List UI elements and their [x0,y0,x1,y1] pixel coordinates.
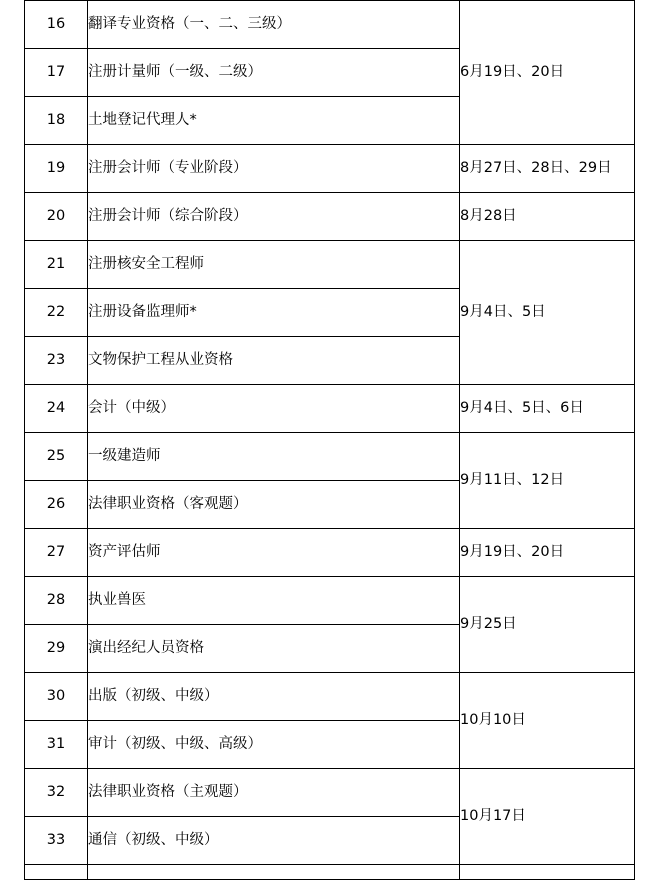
exam-name: 通信（初级、中级） [88,817,460,865]
row-number: 29 [25,625,88,673]
exam-name: 注册会计师（综合阶段） [88,193,460,241]
row-number: 31 [25,721,88,769]
table-row [25,673,635,721]
exam-name: 一级建造师 [88,433,460,481]
exam-name: 注册核安全工程师 [88,241,460,289]
row-number: 27 [25,529,88,577]
exam-name: 文物保护工程从业资格 [88,337,460,385]
row-number: 32 [25,769,88,817]
table-row [25,433,635,481]
exam-name: 会计（中级） [88,385,460,433]
exam-date: 10月17日 [460,769,635,865]
exam-name: 资产评估师 [88,529,460,577]
row-number: 33 [25,817,88,865]
exam-name: 注册设备监理师* [88,289,460,337]
table-row [25,145,635,193]
exam-date: 9月4日、5日 [460,241,635,385]
row-number: 17 [25,49,88,97]
table-row [25,241,635,289]
exam-schedule-table [24,0,635,880]
exam-name: 执业兽医 [88,577,460,625]
exam-date: 8月27日、28日、29日 [460,145,635,193]
exam-name: 翻译专业资格（一、二、三级） [88,1,460,49]
exam-name: 审计（初级、中级、高级） [88,721,460,769]
exam-date: 9月11日、12日 [460,433,635,529]
exam-name: 土地登记代理人* [88,97,460,145]
row-number: 23 [25,337,88,385]
exam-name: 注册计量师（一级、二级） [88,49,460,97]
exam-date [460,865,635,880]
exam-date: 6月19日、20日 [460,1,635,145]
exam-name: 出版（初级、中级） [88,673,460,721]
row-number [25,865,88,880]
table-row-partial [25,865,635,880]
exam-name: 注册会计师（专业阶段） [88,145,460,193]
table-row [25,577,635,625]
exam-date: 9月19日、20日 [460,529,635,577]
table-row [25,193,635,241]
exam-name: 法律职业资格（客观题） [88,481,460,529]
exam-date: 9月25日 [460,577,635,673]
row-number: 30 [25,673,88,721]
table-row [25,385,635,433]
table-body [25,1,635,880]
row-number: 19 [25,145,88,193]
exam-date: 8月28日 [460,193,635,241]
row-number: 26 [25,481,88,529]
row-number: 28 [25,577,88,625]
row-number: 22 [25,289,88,337]
table-row [25,769,635,817]
exam-name: 演出经纪人员资格 [88,625,460,673]
exam-date: 9月4日、5日、6日 [460,385,635,433]
exam-name: 法律职业资格（主观题） [88,769,460,817]
exam-name [88,865,460,880]
row-number: 16 [25,1,88,49]
table-row [25,529,635,577]
row-number: 20 [25,193,88,241]
row-number: 25 [25,433,88,481]
table-row [25,1,635,49]
row-number: 24 [25,385,88,433]
row-number: 21 [25,241,88,289]
exam-date: 10月10日 [460,673,635,769]
row-number: 18 [25,97,88,145]
